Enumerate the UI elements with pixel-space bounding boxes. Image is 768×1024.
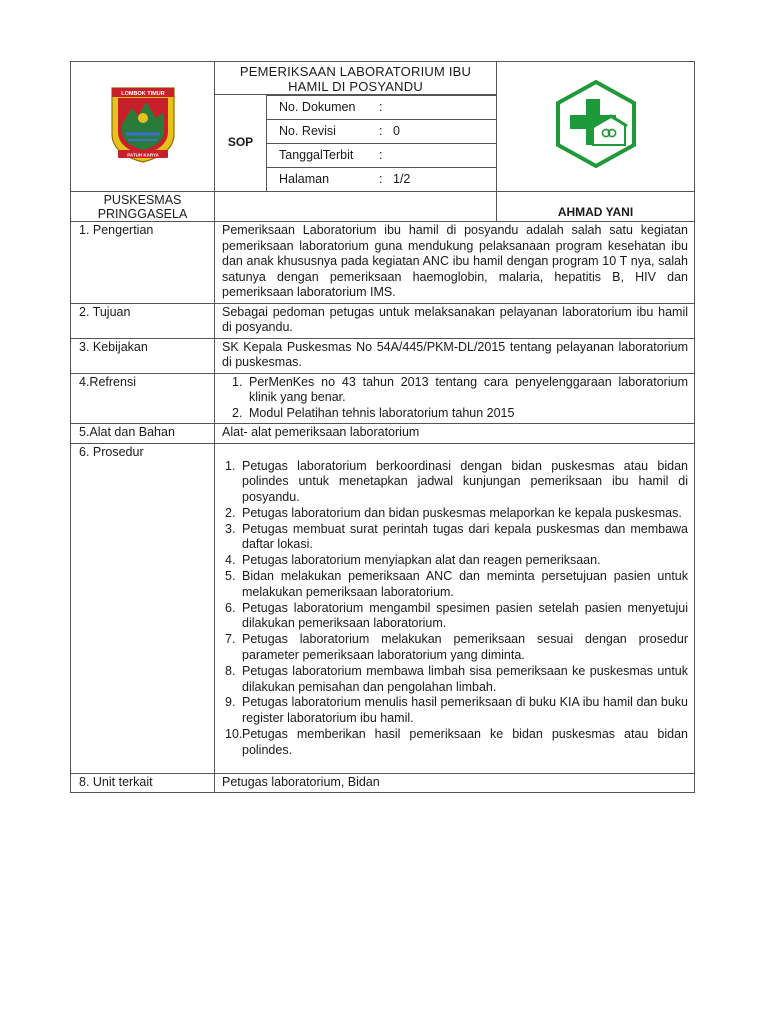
meta-sep: : (379, 144, 393, 168)
row-unit (71, 773, 695, 793)
row-prosedur (71, 443, 695, 773)
item-number: 2. (225, 505, 236, 520)
label-unit: 8. Unit terkait (71, 773, 215, 793)
item-number: 5. (225, 569, 236, 584)
list-item (232, 375, 688, 406)
meta-row-dokumen (267, 96, 496, 120)
item-text: Bidan melakukan pemeriksaan ANC dan meminta persetujuan pasien untuk melakukan pemeriksaan laboratorium. (242, 569, 688, 599)
sop-label-cell (215, 95, 267, 192)
item-text: Petugas membuat surat perintah tugas dari kepala puskesmas dan membawa daftar lokasi. (242, 521, 688, 552)
text-unit: Petugas laboratorium, Bidan (215, 773, 695, 793)
item-text: Petugas laboratorium mengambil spesimen pasien setelah pasien menyetujui dilakukan pemeriksaan laboratorium. (242, 600, 688, 631)
list-item (225, 695, 688, 727)
list-item (225, 601, 688, 633)
list-item (225, 632, 688, 664)
text-tujuan: Sebagai pedoman petugas untuk melaksanakan pelayanan laboratorium ibu hamil di posyandu. (215, 303, 695, 338)
meta-value (393, 144, 496, 168)
document-meta (267, 95, 496, 191)
meta-sep: : (379, 168, 393, 192)
item-number: 9. (225, 695, 236, 710)
org-cell (71, 192, 215, 222)
label-referensi: 4.Refrensi (71, 373, 215, 424)
text-kebijakan: SK Kepala Puskesmas No 54A/445/PKM-DL/2015 tentang pelayanan laboratorium di puskesmas. (215, 338, 695, 373)
text-pengertian: Pemeriksaan Laboratorium ibu hamil di posyandu adalah salah satu kegiatan pemeriksaan laboratorium guna mendukung pelaksanaan program kesehatan ibu dan anak khususnya pada kegiatan ANC ibu hamil dengan program 10 T nya, salah satunya dengan pemeriksaan haemoglobin, malaria, hepatitis B, HIV dan pemeriksaan laboratorium IMS. (215, 222, 695, 304)
title-cell (215, 62, 497, 95)
sop-document (70, 61, 694, 793)
item-number: 3. (225, 521, 236, 536)
item-text: Petugas laboratorium melakukan pemeriksaan sesuai dengan prosedur parameter pemeriksaan laboratorium yang diminta. (242, 632, 688, 663)
meta-value (393, 96, 496, 120)
list-item (225, 506, 688, 522)
item-text: Petugas laboratorium membawa limbah sisa pemeriksaan ke puskesmas untuk dilakukan pemisahan dan pengolahan limbah. (242, 663, 688, 694)
sop-title: PEMERIKSAAN LABORATORIUM IBU HAMIL DI POSYANDU (239, 64, 472, 94)
item-text: Petugas laboratorium menyiapkan alat dan reagen pemeriksaan. (242, 553, 601, 568)
list-referensi (215, 373, 695, 424)
item-text: Petugas laboratorium menulis hasil pemeriksaan di buku KIA ibu hamil dan buku register laboratorium ibu hamil. (242, 695, 688, 726)
meta-sep: : (379, 96, 393, 120)
document-meta-cell (267, 95, 497, 192)
item-number: 1. (225, 458, 236, 473)
signatory-cell (497, 192, 695, 222)
empty-cell (215, 192, 497, 222)
meta-key: TanggalTerbit (267, 144, 379, 168)
row-kebijakan (71, 338, 695, 373)
lombok-timur-emblem-icon (108, 84, 178, 164)
item-number: 7. (225, 632, 236, 647)
label-kebijakan: 3. Kebijakan (71, 338, 215, 373)
meta-row-halaman (267, 168, 496, 192)
meta-value: 1/2 (393, 168, 496, 192)
item-text: Petugas laboratorium dan bidan puskesmas melaporkan ke kepala puskesmas. (242, 505, 682, 520)
text-alat: Alat- alat pemeriksaan laboratorium (215, 424, 695, 444)
meta-key: No. Dokumen (267, 96, 379, 120)
item-number: 10. (225, 727, 243, 742)
item-text: Modul Pelatihan tehnis laboratorium tahun 2015 (249, 405, 515, 420)
label-pengertian: 1. Pengertian (71, 222, 215, 304)
label-tujuan: 2. Tujuan (71, 303, 215, 338)
meta-row-revisi (267, 120, 496, 144)
row-alat (71, 424, 695, 444)
list-item (225, 553, 688, 569)
list-item (225, 727, 688, 759)
label-alat: 5.Alat dan Bahan (71, 424, 215, 444)
district-logo-cell (71, 62, 215, 192)
emblem-top-text: LOMBOK TIMUR (120, 91, 165, 97)
item-number: 2. (232, 405, 243, 420)
label-prosedur: 6. Prosedur (71, 443, 215, 773)
list-item (225, 664, 688, 696)
sop-table (70, 61, 695, 793)
org-name: PUSKESMAS PRINGGASELA (97, 193, 188, 221)
row-referensi (71, 373, 695, 424)
list-item (225, 569, 688, 601)
meta-value: 0 (393, 120, 496, 144)
row-pengertian (71, 222, 695, 304)
row-tujuan (71, 303, 695, 338)
list-prosedur (215, 443, 695, 773)
item-number: 4. (225, 553, 236, 568)
item-number: 8. (225, 663, 236, 678)
signatory-name: AHMAD YANI (557, 204, 634, 219)
list-item (225, 459, 688, 506)
sop-label: SOP (227, 135, 254, 150)
meta-sep: : (379, 120, 393, 144)
item-number: 1. (232, 374, 243, 389)
item-text: Petugas memberikan hasil pemeriksaan ke bidan puskesmas atau bidan polindes. (242, 727, 688, 757)
puskesmas-logo-cell (497, 62, 695, 192)
puskesmas-logo-icon (553, 79, 639, 169)
item-number: 6. (225, 600, 236, 615)
meta-key: Halaman (267, 168, 379, 192)
list-item (232, 406, 688, 422)
meta-row-tanggal (267, 144, 496, 168)
list-item (225, 522, 688, 554)
item-text: PerMenKes no 43 tahun 2013 tentang cara penyelenggaraan laboratorium klinik yang benar. (249, 374, 688, 404)
item-text: Petugas laboratorium berkoordinasi dengan bidan puskesmas atau bidan polindes untuk menetapkan jadwal kunjungan pemeriksaan ibu hamil di posyandu. (242, 458, 688, 505)
meta-key: No. Revisi (267, 120, 379, 144)
emblem-bottom-text: PATUH KARYA (126, 152, 159, 158)
